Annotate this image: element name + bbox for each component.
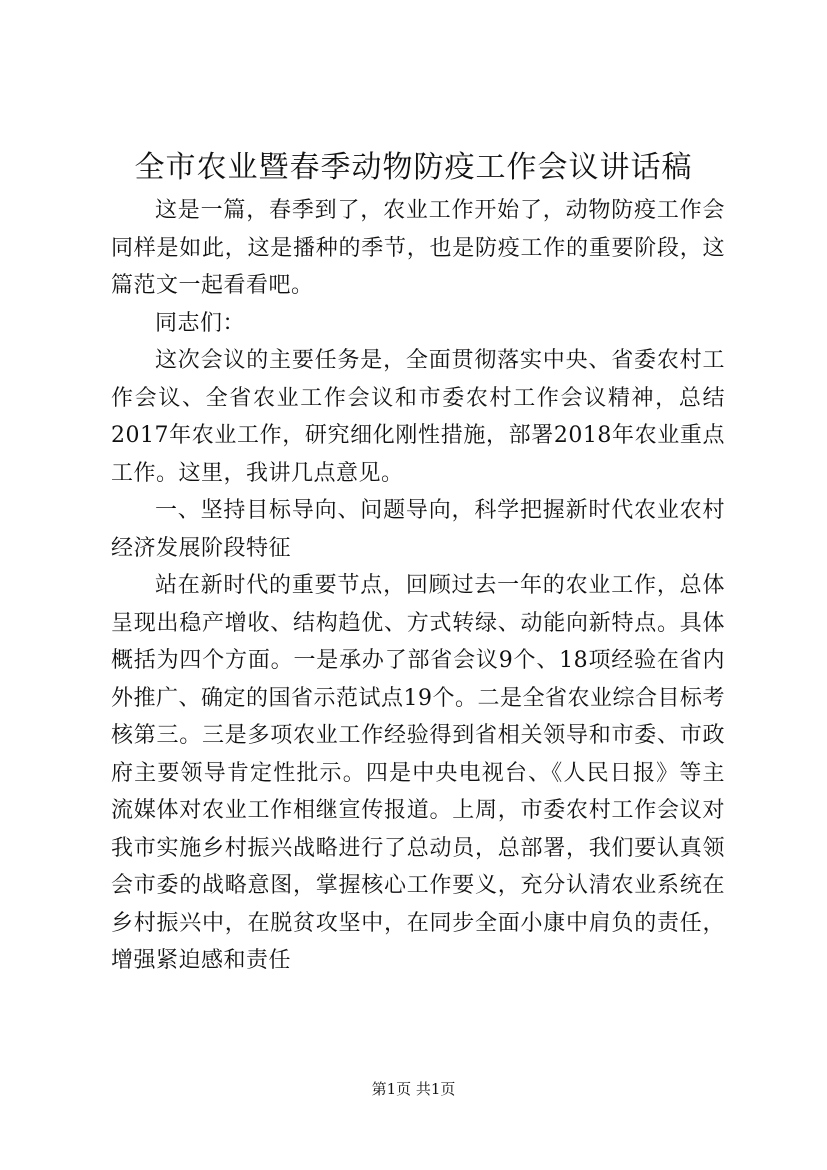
document-body [111, 192, 725, 980]
salutation-paragraph: 同志们： [155, 310, 246, 336]
page-number-footer: 第1页 共1页 [371, 1080, 456, 1098]
review-paragraph: 站在新时代的重要节点，回顾过去一年的农业工作，总体呈现出稳产增收、结构趋优、方式转绿、动能向新特点。具体概括为四个方面。一是承办了部省会议9个、18项经验在省内外推广、确定的国省示范试点19个。二是全省农业综合目标考核第三。三是多项农业工作经验得到省相关领导和市委、市政府主要领导肯定性批示。四是中央电视台、《人民日报》等主流媒体对农业工作相继宣传报道。上周，市委农村工作会议对我市实施乡村振兴战略进行了总动员，总部署，我们要认真领会市委的战略意图，掌握核心工作要义，充分认清农业系统在乡村振兴中，在脱贫攻坚中，在同步全面小康中肩负的责任，增强紧迫感和责任 [111, 573, 725, 973]
section-heading-one: 一、坚持目标导向、问题导向，科学把握新时代农业农村经济发展阶段特征 [111, 498, 725, 561]
document-title: 全市农业暨春季动物防疫工作会议讲话稿 [134, 150, 693, 185]
intro-paragraph: 这是一篇，春季到了，农业工作开始了，动物防疫工作会同样是如此，这是播种的季节，也是防疫工作的重要阶段，这篇范文一起看看吧。 [111, 198, 725, 298]
meeting-task-paragraph: 这次会议的主要任务是，全面贯彻落实中央、省委农村工作会议、全省农业工作会议和市委农村工作会议精神，总结2017年农业工作，研究细化刚性措施，部署2018年农业重点工作。这里，我讲几点意见。 [111, 348, 725, 486]
